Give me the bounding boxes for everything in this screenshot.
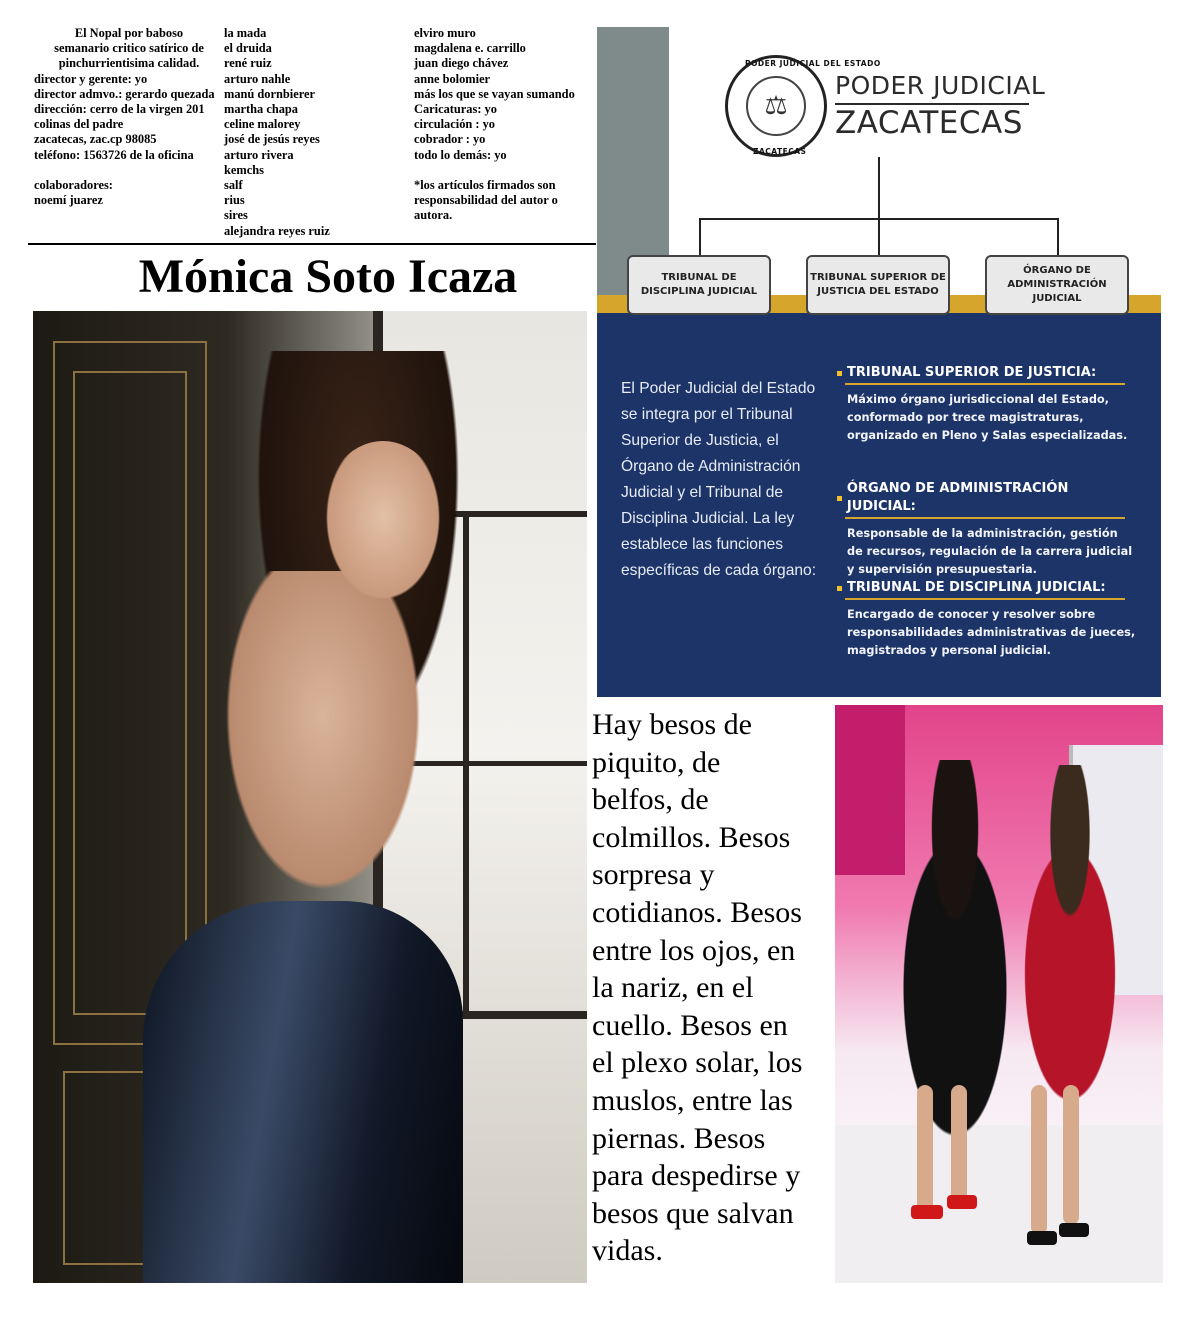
seal-top-text: PODER JUDICIAL DEL ESTADO (745, 59, 881, 68)
article-line: colmillos. Besos (592, 820, 791, 854)
infographic-title-line2: ZACATECAS (835, 105, 1023, 141)
masthead-line: director y gerente: yo (34, 71, 148, 86)
section-body: Máximo órgano jurisdiccional del Estado, conformado por trece magistraturas, organizado en Pleno y Salas especializadas. (847, 393, 1128, 442)
article-line: la nariz, en el (592, 971, 754, 1005)
masthead-line: Caricaturas: yo (414, 102, 497, 117)
section-organo-administracion (837, 480, 1137, 579)
masthead-line: cobrador : yo (414, 132, 486, 147)
masthead-line: circulación : yo (414, 117, 495, 132)
masthead-line: director admvo.: gerardo quezada (34, 86, 215, 101)
section-heading: TRIBUNAL SUPERIOR DE JUSTICIA: (847, 365, 1097, 380)
org-box-tribunal-superior: TRIBUNAL SUPERIOR DE JUSTICIA DEL ESTADO (806, 255, 950, 315)
masthead-line: todo lo demás: yo (414, 147, 507, 162)
section-heading: ÓRGANO DE ADMINISTRACIÓN JUDICIAL: (846, 481, 1069, 514)
masthead-line: rené ruiz (224, 56, 272, 71)
masthead-line: la mada (224, 26, 267, 40)
article-line: sorpresa y (592, 858, 715, 892)
section-tribunal-disciplina (837, 579, 1137, 660)
section-body: Encargado de conocer y resolver sobre responsabilidades administrativas de jueces, magistrados y personal judicial. (847, 608, 1136, 657)
article-line: entre los ojos, en (592, 933, 796, 967)
masthead-line: salf (224, 178, 243, 193)
masthead-line: anne bolomier (414, 71, 491, 86)
masthead-line: *los artículos firmados son responsabilidad del autor o autora. (414, 178, 561, 223)
judicial-seal-icon: ⚖ (725, 55, 827, 157)
article-line: para despedirse y (592, 1159, 801, 1193)
org-box-tribunal-disciplina: TRIBUNAL DE DISCIPLINA JUDICIAL (627, 255, 771, 315)
masthead-line: colaboradores: (34, 178, 113, 193)
masthead-line (414, 163, 594, 178)
article-body-text (592, 706, 836, 1270)
section-heading: TRIBUNAL DE DISCIPLINA JUDICIAL: (847, 580, 1106, 595)
masthead-line: zacatecas, zac.cp 98085 (34, 132, 157, 147)
article-author-headline: Mónica Soto Icaza (138, 250, 518, 303)
masthead-line: noemí juarez (34, 193, 103, 208)
article-line: el plexo solar, los (592, 1046, 803, 1080)
infographic-title-line1: PODER JUDICIAL (835, 71, 1046, 100)
article-line: belfos, de (592, 783, 709, 817)
masthead-line: colinas del padre (34, 117, 124, 132)
org-box-organo-administracion: ÓRGANO DE ADMINISTRACIÓN JUDICIAL (985, 255, 1129, 315)
seal-bottom-text: ZACATECAS (753, 147, 807, 156)
masthead-line: arturo rivera (224, 147, 294, 162)
masthead-line: martha chapa (224, 102, 298, 117)
masthead-line: rius (224, 193, 245, 208)
masthead-line: juan diego chávez (414, 56, 509, 71)
masthead-column-collaborators (224, 26, 414, 239)
article-line: piernas. Besos (592, 1121, 766, 1155)
masthead-column-collaborators-more (414, 26, 594, 224)
masthead-divider (28, 243, 596, 245)
masthead-line: manú dornbierer (224, 86, 315, 101)
author-portrait-photo (33, 311, 587, 1283)
article-line: besos que salvan (592, 1196, 794, 1230)
masthead-line (34, 163, 224, 178)
article-line: cuello. Besos en (592, 1008, 788, 1042)
masthead-line: celine malorey (224, 117, 301, 132)
article-line: cotidianos. Besos (592, 895, 802, 929)
masthead-line: teléfono: 1563726 de la oficina (34, 147, 194, 162)
masthead-line: magdalena e. carrillo (414, 41, 526, 56)
article-line: piquito, de (592, 745, 721, 779)
masthead-column-credits (34, 26, 224, 208)
article-line: vidas. (592, 1234, 663, 1268)
article-line: muslos, entre las (592, 1083, 793, 1117)
masthead-line: semanario critico satírico de (54, 41, 204, 56)
poder-judicial-infographic (597, 27, 1161, 697)
masthead-line: kemchs (224, 162, 264, 177)
section-body: Responsable de la administración, gestión de recursos, regulación de la carrera judicial y supervisión presupuestaria. (847, 527, 1133, 576)
section-tribunal-superior (837, 364, 1137, 445)
two-women-store-photo (835, 705, 1163, 1283)
infographic-intro-text: El Poder Judicial del Estado se integra por el Tribunal Superior de Justicia, el Órgano de Administración Judicial y el Tribunal de Disciplina Judicial. La ley establece las funciones específicas de cada órgano: (621, 380, 817, 579)
masthead-line: josé de jesús reyes (224, 132, 320, 147)
masthead-line: El Nopal por baboso (74, 26, 184, 40)
masthead-line: arturo nahle (224, 71, 291, 86)
article-line: Hay besos de (592, 708, 752, 741)
masthead-line: sires (224, 208, 248, 223)
masthead-line: elviro muro (414, 26, 476, 40)
masthead-line: dirección: cerro de la virgen 201 (34, 102, 205, 117)
masthead-line: el druida (224, 41, 272, 56)
masthead-line: más los que se vayan sumando (414, 86, 575, 101)
masthead-line: alejandra reyes ruiz (224, 223, 330, 238)
masthead-line: pinchurrientisima calidad. (58, 56, 200, 71)
